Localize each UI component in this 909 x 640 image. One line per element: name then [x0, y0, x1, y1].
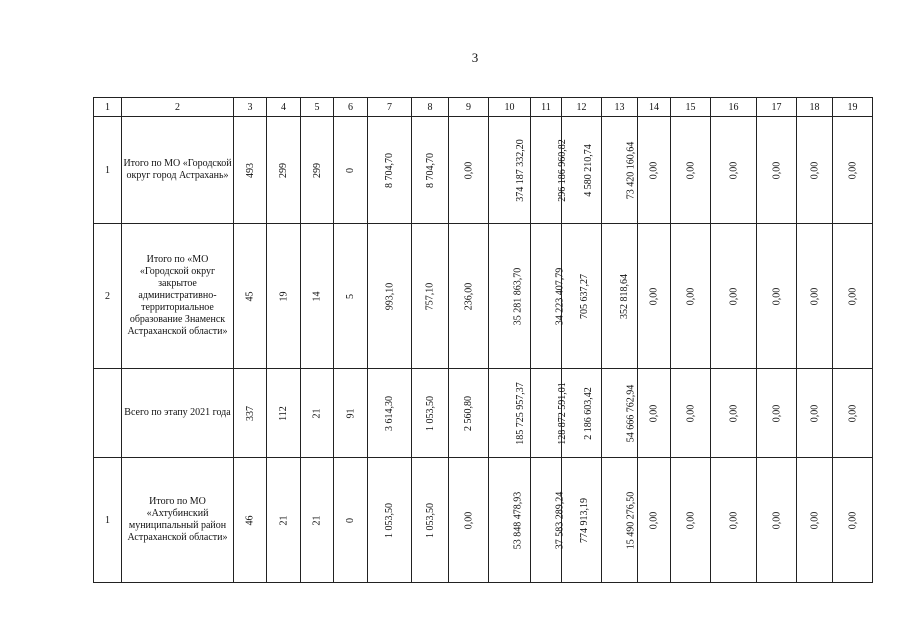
table-row — [94, 369, 873, 458]
table-cell — [833, 369, 873, 458]
table-cell — [412, 117, 449, 224]
column-header: 19 — [833, 98, 873, 117]
cell-value: 0,00 — [728, 511, 739, 529]
table-cell — [531, 458, 566, 583]
cell-value: 0,00 — [463, 511, 474, 529]
column-header: 5 — [301, 98, 334, 117]
cell-value: 1 053,50 — [424, 502, 436, 538]
cell-value: 0,00 — [771, 161, 782, 179]
row-number: 2 — [94, 224, 122, 369]
cell-value: 21 — [311, 515, 323, 525]
column-header: 9 — [449, 98, 489, 117]
table-cell — [757, 369, 797, 458]
column-header: 13 — [602, 98, 638, 117]
column-header: 18 — [797, 98, 833, 117]
table-cell — [368, 117, 412, 224]
table-cell — [833, 224, 873, 369]
table-cell — [449, 458, 489, 583]
cell-value: 0,00 — [685, 161, 696, 179]
cell-value: 0,00 — [809, 287, 820, 305]
table-cell — [711, 369, 757, 458]
cell-value: 34 223 407,79 — [554, 267, 566, 325]
cell-value: 0,00 — [847, 404, 858, 422]
table-cell — [489, 117, 531, 224]
cell-value: 0,00 — [728, 287, 739, 305]
row-number: 1 — [94, 458, 122, 583]
table-cell — [449, 117, 489, 224]
cell-value: 45 — [244, 291, 256, 301]
column-header: 16 — [711, 98, 757, 117]
table-cell — [449, 369, 489, 458]
table-cell — [234, 458, 267, 583]
table-cell — [711, 117, 757, 224]
table-cell — [562, 224, 602, 369]
row-number — [94, 369, 122, 458]
cell-value: 352 818,64 — [619, 273, 630, 319]
column-header: 2 — [122, 98, 234, 117]
cell-value: 296 186 960,82 — [556, 138, 568, 202]
cell-value: 3 614,30 — [384, 395, 395, 431]
cell-value: 0,00 — [648, 287, 660, 305]
table-cell — [671, 458, 711, 583]
table-cell — [757, 458, 797, 583]
data-table — [93, 97, 873, 583]
table-cell — [267, 458, 301, 583]
cell-value: 185 725 957,37 — [514, 381, 526, 445]
table-cell — [602, 458, 638, 583]
table-row — [94, 117, 873, 224]
table-cell — [671, 369, 711, 458]
header-row — [94, 98, 873, 117]
column-header: 14 — [638, 98, 671, 117]
cell-value: 0,00 — [771, 287, 782, 305]
table-cell — [671, 224, 711, 369]
cell-value: 37 583 289,24 — [554, 491, 566, 549]
table-cell — [334, 224, 368, 369]
table-cell — [267, 224, 301, 369]
table-cell — [234, 117, 267, 224]
cell-value: 0,00 — [685, 404, 696, 422]
row-label: Итого по МО «Ахтубинский муниципальный район Астраханской области» — [122, 458, 234, 583]
table-cell — [234, 369, 267, 458]
cell-value: 0,00 — [771, 511, 782, 529]
table-cell — [602, 369, 638, 458]
table-cell — [412, 369, 449, 458]
cell-value: 5 — [345, 293, 356, 299]
column-header: 12 — [562, 98, 602, 117]
cell-value: 705 637,27 — [579, 273, 590, 319]
cell-value: 0,00 — [809, 161, 820, 179]
table-cell — [797, 369, 833, 458]
cell-value: 53 848 478,93 — [512, 491, 524, 549]
cell-value: 0,00 — [728, 404, 739, 422]
cell-value: 1 053,50 — [384, 502, 395, 538]
table-cell — [301, 369, 334, 458]
column-header: 10 — [489, 98, 531, 117]
table-cell — [449, 224, 489, 369]
table-cell — [334, 117, 368, 224]
column-header: 1 — [94, 98, 122, 117]
column-header: 7 — [368, 98, 412, 117]
cell-value: 299 — [311, 162, 323, 178]
table-cell — [833, 458, 873, 583]
table-cell — [412, 224, 449, 369]
cell-value: 91 — [345, 408, 356, 418]
cell-value: 493 — [244, 162, 256, 178]
column-header: 8 — [412, 98, 449, 117]
table-cell — [267, 369, 301, 458]
table-cell — [368, 458, 412, 583]
cell-value: 0,00 — [685, 511, 696, 529]
cell-value: 1 053,50 — [424, 395, 436, 431]
table-row — [94, 224, 873, 369]
row-label: Итого по МО «Городской округ город Астрахань» — [122, 117, 234, 224]
cell-value: 374 187 332,20 — [514, 138, 526, 202]
table-cell — [638, 224, 671, 369]
cell-value: 0 — [345, 517, 356, 523]
column-header: 3 — [234, 98, 267, 117]
table-cell — [489, 224, 531, 369]
table-cell — [368, 369, 412, 458]
table-cell — [638, 458, 671, 583]
cell-value: 0,00 — [728, 161, 739, 179]
table-cell — [234, 224, 267, 369]
table-cell — [368, 224, 412, 369]
row-label: Итого по «МО «Городской округ закрытое административно-территориальное образование Знаменск Астраханской области» — [122, 224, 234, 369]
cell-value: 4 580 210,74 — [582, 143, 594, 197]
table-cell — [638, 369, 671, 458]
table-cell — [711, 458, 757, 583]
cell-value: 8 704,70 — [384, 152, 395, 188]
cell-value: 0 — [345, 167, 356, 173]
table-row — [94, 458, 873, 583]
cell-value: 0,00 — [648, 161, 660, 179]
table-cell — [602, 117, 638, 224]
column-header: 15 — [671, 98, 711, 117]
cell-value: 774 913,19 — [579, 497, 590, 543]
cell-value: 337 — [244, 405, 256, 421]
column-header: 4 — [267, 98, 301, 117]
column-header: 6 — [334, 98, 368, 117]
table-cell — [757, 224, 797, 369]
cell-value: 54 666 762,94 — [625, 384, 637, 442]
cell-value: 0,00 — [847, 161, 858, 179]
column-header: 17 — [757, 98, 797, 117]
table-cell — [638, 117, 671, 224]
table-cell — [671, 117, 711, 224]
cell-value: 21 — [311, 408, 323, 418]
cell-value: 0,00 — [685, 287, 696, 305]
table-cell — [833, 117, 873, 224]
table-cell — [711, 224, 757, 369]
table-cell — [301, 224, 334, 369]
cell-value: 14 — [311, 291, 323, 301]
table-cell — [489, 369, 531, 458]
cell-value: 8 704,70 — [424, 152, 436, 188]
table-cell — [531, 117, 568, 224]
table-cell — [797, 117, 833, 224]
cell-value: 993,10 — [384, 282, 395, 310]
table-cell — [489, 458, 531, 583]
cell-value: 0,00 — [648, 511, 660, 529]
cell-value: 299 — [278, 162, 289, 178]
cell-value: 2 186 603,42 — [582, 386, 594, 440]
table-cell — [334, 458, 368, 583]
table-cell — [531, 369, 568, 458]
cell-value: 112 — [277, 405, 289, 421]
table-cell — [562, 458, 602, 583]
cell-value: 2 560,80 — [463, 395, 474, 431]
table-cell — [757, 117, 797, 224]
cell-value: 757,10 — [424, 282, 436, 310]
cell-value: 0,00 — [809, 404, 820, 422]
cell-value: 35 281 863,70 — [512, 267, 524, 325]
table-cell — [301, 117, 334, 224]
row-number: 1 — [94, 117, 122, 224]
table-cell — [334, 369, 368, 458]
table-cell — [797, 224, 833, 369]
cell-value: 0,00 — [648, 404, 660, 422]
cell-value: 0,00 — [809, 511, 820, 529]
cell-value: 46 — [244, 515, 256, 525]
table-cell — [412, 458, 449, 583]
column-header: 11 — [531, 98, 562, 117]
table-cell — [602, 224, 638, 369]
cell-value: 73 420 160,64 — [625, 141, 637, 199]
table-cell — [301, 458, 334, 583]
table-cell — [531, 224, 566, 369]
table-cell — [267, 117, 301, 224]
row-label: Всего по этапу 2021 года — [122, 369, 234, 458]
table-cell — [797, 458, 833, 583]
cell-value: 128 872 591,01 — [556, 381, 568, 445]
cell-value: 0,00 — [463, 161, 474, 179]
page-number: 3 — [471, 50, 479, 65]
cell-value: 19 — [278, 291, 289, 301]
cell-value: 15 490 276,50 — [625, 491, 637, 549]
cell-value: 0,00 — [847, 511, 858, 529]
cell-value: 21 — [278, 515, 289, 525]
cell-value: 0,00 — [847, 287, 858, 305]
cell-value: 236,00 — [463, 282, 474, 310]
cell-value: 0,00 — [771, 404, 782, 422]
